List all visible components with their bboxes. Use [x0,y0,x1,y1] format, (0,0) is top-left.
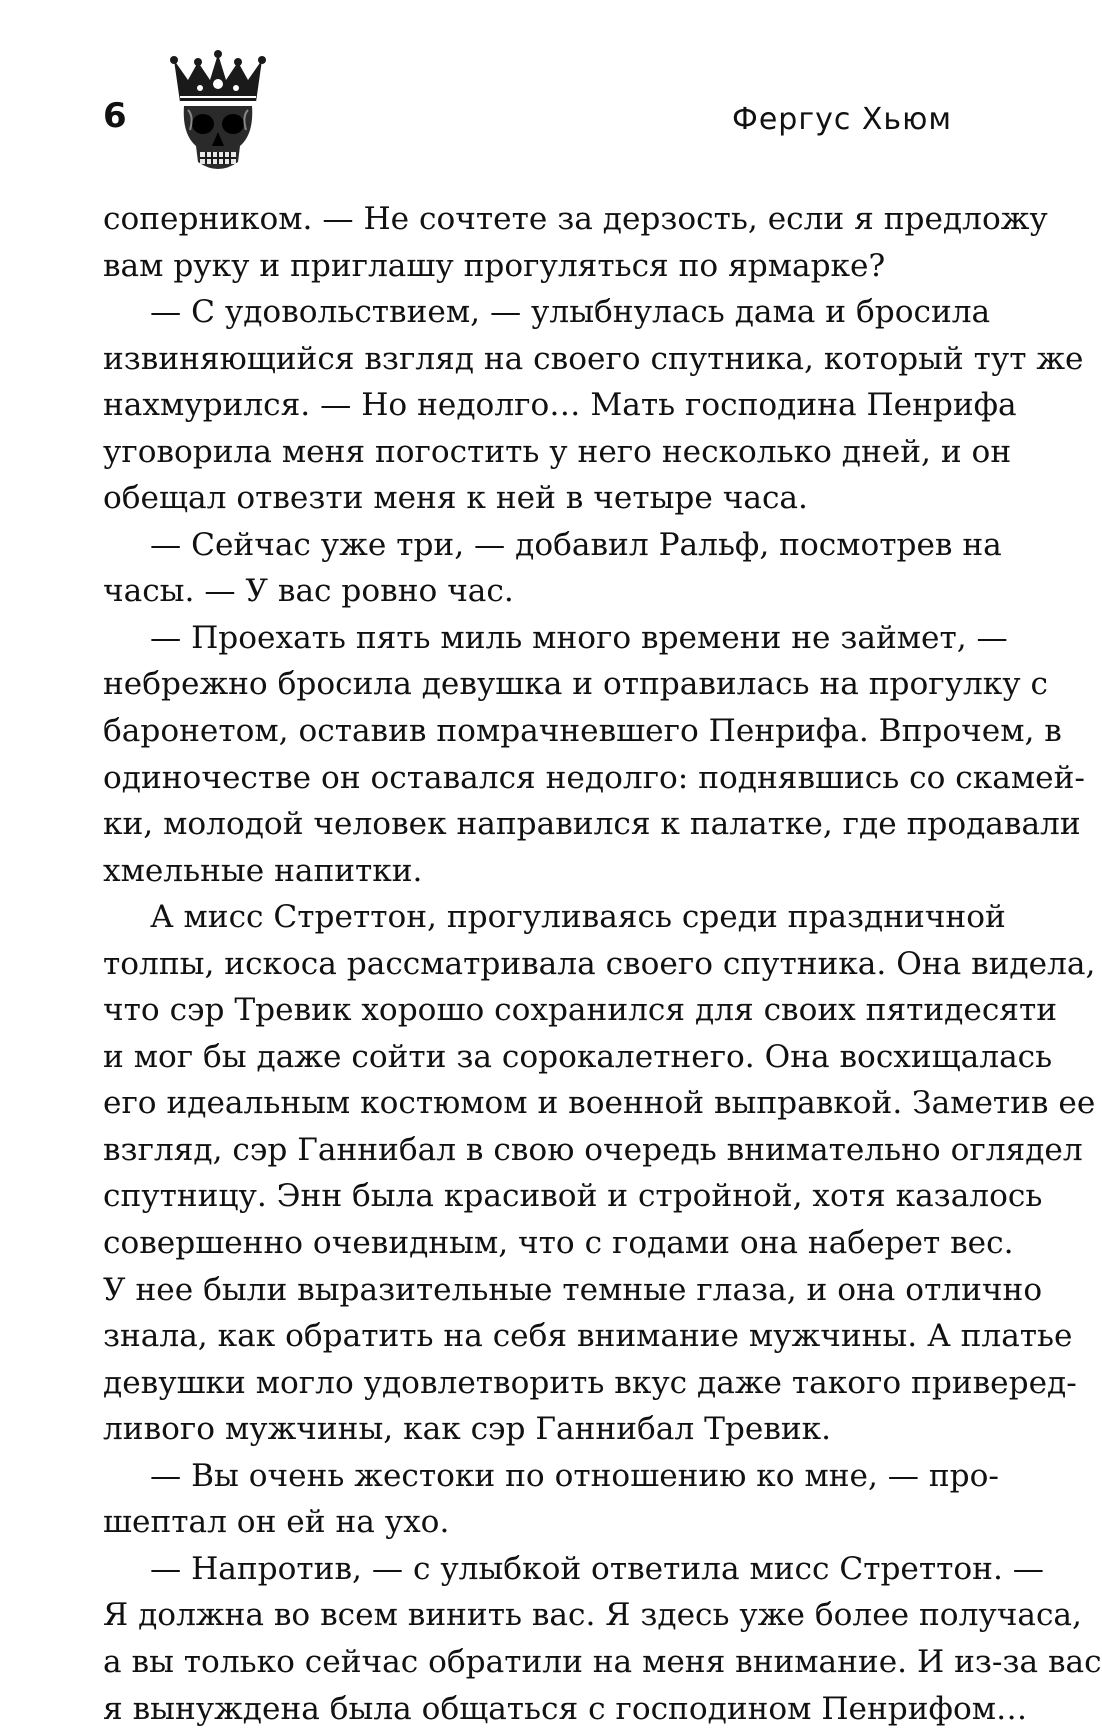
text-line: — Сейчас уже три, — добавил Ральф, посмотрев на [103,522,955,569]
text-line: извиняющийся взгляд на своего спутника, который тут же [103,336,955,383]
text-line: взгляд, сэр Ганнибал в свою очередь внимательно оглядел [103,1127,955,1174]
crowned-skull-icon [168,50,268,180]
text-line: небрежно бросила девушка и отправилась на прогулку с [103,661,955,708]
text-line: я вынуждена была общаться с господином Пенрифом… [103,1686,955,1732]
text-line: — Вы очень жестоки по отношению ко мне, — про- [103,1453,955,1500]
text-line: баронетом, оставив помрачневшего Пенрифа. Впрочем, в [103,708,955,755]
text-line: хмельные напитки. [103,848,955,895]
text-line: уговорила меня погостить у него несколько дней, и он [103,429,955,476]
text-line: толпы, искоса рассматривала своего спутника. Она видела, [103,941,955,988]
page-number: 6 [103,96,127,136]
text-line: одиночестве он оставался недолго: поднявшись со скамей- [103,755,955,802]
text-line: соперником. — Не сочтете за дерзость, если я предложу [103,196,955,243]
text-line: его идеальным костюмом и военной выправкой. Заметив ее [103,1080,955,1127]
text-line: ливого мужчины, как сэр Ганнибал Тревик. [103,1406,955,1453]
text-line: знала, как обратить на себя внимание мужчины. А платье [103,1313,955,1360]
text-line: совершенно очевидным, что с годами она наберет вес. [103,1220,955,1267]
text-line: что сэр Тревик хорошо сохранился для своих пятидесяти [103,987,955,1034]
text-line: часы. — У вас ровно час. [103,568,955,615]
text-line: ки, молодой человек направился к палатке, где продавали [103,801,955,848]
text-line: — Проехать пять миль много времени не займет, — [103,615,955,662]
text-line: и мог бы даже сойти за сорокалетнего. Она восхищалась [103,1034,955,1081]
text-line: спутницу. Энн была красивой и стройной, хотя казалось [103,1173,955,1220]
text-line: обещал отвезти меня к ней в четыре часа. [103,475,955,522]
text-line: У нее были выразительные темные глаза, и она отлично [103,1267,955,1314]
text-line: девушки могло удовлетворить вкус даже такого приверед- [103,1360,955,1407]
running-head-author: Фергус Хьюм [732,100,952,140]
text-line: — С удовольствием, — улыбнулась дама и бросила [103,289,955,336]
text-line: Я должна во всем винить вас. Я здесь уже более получаса, [103,1592,955,1639]
text-line: А мисс Стреттон, прогуливаясь среди праздничной [103,894,955,941]
text-line: — Напротив, — с улыбкой ответила мисс Стреттон. — [103,1546,955,1593]
text-line: вам руку и приглашу прогуляться по ярмарке? [103,243,955,290]
body-text [103,196,955,1732]
text-line: а вы только сейчас обратили на меня внимание. И из-за вас [103,1639,955,1686]
text-line: нахмурился. — Но недолго… Мать господина Пенрифа [103,382,955,429]
text-line: шептал он ей на ухо. [103,1499,955,1546]
